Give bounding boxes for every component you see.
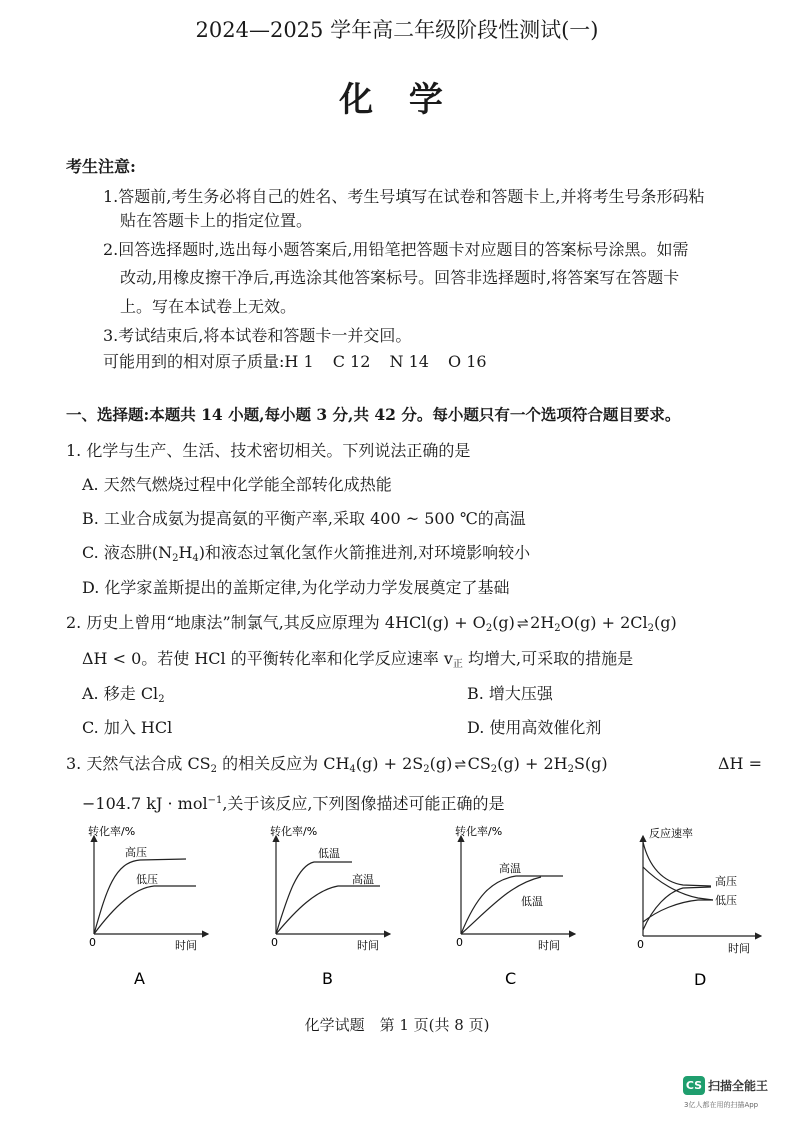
q2-option-a [82,684,165,710]
q3-text: S(g) [573,754,608,773]
notice-line: 上。写在本试卷上无效。 [120,297,297,316]
notice-line: 改动,用橡皮擦干净后,再选涂其他答案标号。回答非选择题时,将答案写在答题卡 [120,268,680,287]
q3-text: 3. 天然气法合成 CS [66,754,211,773]
graph-option-label: C [505,969,517,988]
curve-high-pressure-reverse [643,887,711,930]
q2-text: (g) [492,613,515,632]
q3-text: (g) [429,754,453,773]
scanner-name: 扫描全能王 [708,1079,769,1093]
q3-text: −104.7 kJ · mol [82,794,208,813]
subject-title: 化 学 [339,80,455,120]
curve-label: 高压 [715,875,737,888]
q2-sub: 2 [554,623,561,634]
q3-sup: −1 [207,795,223,806]
curve-label: 高温 [352,873,374,886]
origin-label: 0 [271,936,278,949]
equilibrium-arrow-icon: ⇌ [454,758,466,773]
q2-a-text: A. 移走 Cl [82,684,159,703]
q2-text: 2. 历史上曾用“地康法”制氯气,其反应原理为 4HCl(g) + O [66,613,486,632]
notice-line: 1.答题前,考生务必将自己的姓名、考生号填写在试卷和答题卡上,并将考生号条形码粘 [103,187,705,206]
q1-option-d: D. 化学家盖斯提出的盖斯定律,为化学动力学发展奠定了基础 [82,578,510,597]
q2-text: 均增大,可采取的措施是 [462,649,634,668]
equilibrium-arrow-icon: ⇌ [516,617,529,632]
graph-option-label: A [134,969,145,988]
curve-high-temp [461,876,563,934]
q2-option-c: C. 加入 HCl [82,718,173,737]
q3-text: CS [467,754,491,773]
q2-option-d: D. 使用高效催化剂 [467,718,602,737]
q2-text: O(g) + 2Cl [560,613,648,632]
q1-c-sub: 4 [192,553,199,564]
atomic-mass-h: H 1 [284,352,314,371]
graph-b [266,822,396,992]
x-axis-label: 时间 [175,939,197,952]
atomic-mass-n: N 14 [389,352,429,371]
q1-c-text: C. 液态肼(N [82,543,173,562]
atomic-mass-label: 可能用到的相对原子质量: [103,352,285,371]
q2-text: (g) [654,613,677,632]
curve-label: 低温 [318,847,340,860]
q3-stem [66,754,608,780]
q3-sub: 2 [490,764,498,775]
curve-high-pressure-forward [643,842,711,886]
q1-option-a: A. 天然气燃烧过程中化学能全部转化成热能 [82,475,392,494]
origin-label: 0 [456,936,463,949]
q1-option-c [82,543,530,569]
q2-sub: 2 [647,623,655,634]
exam-title: 2024—2025 学年高二年级阶段性测试(一) [195,18,599,42]
q3-sub: 4 [349,764,356,775]
q3-sub: 2 [423,764,430,775]
curve-label: 低压 [136,873,158,886]
q3-text: (g) + 2H [497,754,568,773]
q2-option-b: B. 增大压强 [467,684,553,703]
curve-low-temp [276,862,352,934]
origin-label: 0 [89,936,96,949]
y-axis-label: 转化率/% [270,825,318,838]
q2-sub: 2 [485,623,493,634]
origin-label: 0 [637,938,644,951]
q1-c-text: )和液态过氧化氢作火箭推进剂,对环境影响较小 [198,543,531,562]
q2-sub: 正 [452,659,463,670]
curve-label: 高温 [499,862,521,875]
q2-stem [66,613,677,639]
y-axis-label: 转化率/% [455,825,503,838]
atomic-mass-line [103,352,487,372]
q1-c-sub: 2 [172,553,179,564]
q3-text: (g) + 2S [355,754,424,773]
y-axis-label: 转化率/% [88,825,136,838]
atomic-mass-c: C 12 [332,352,371,371]
q2-text: 2H [530,613,555,632]
q3-text: 的相关反应为 CH [217,754,350,773]
q3-sub: 2 [567,764,574,775]
notice-heading: 考生注意: [66,157,136,176]
x-axis-label: 时间 [538,939,560,952]
graph-option-label: B [322,969,333,988]
q3-text: ,关于该反应,下列图像描述可能正确的是 [222,794,505,813]
x-axis-label: 时间 [728,942,750,955]
notice-line: 2.回答选择题时,选出每小题答案后,用铅笔把答题卡对应题目的答案标号涂黑。如需 [103,240,689,259]
q2-stem-line2 [82,649,633,675]
notice-line: 贴在答题卡上的指定位置。 [120,211,313,230]
atomic-mass-o: O 16 [448,352,487,371]
curve-high-pressure [94,859,186,934]
q1-option-b: B. 工业合成氨为提高氨的平衡产率,采取 400 ~ 500 ℃的高温 [82,509,526,528]
curve-label: 高压 [125,846,147,859]
q3-stem-line2 [82,791,505,814]
x-axis-label: 时间 [357,939,379,952]
q2-a-sub: 2 [158,694,165,705]
q1-stem: 1. 化学与生产、生活、技术密切相关。下列说法正确的是 [66,441,471,460]
q3-sub: 2 [210,764,218,775]
curve-high-temp [276,886,380,934]
graph-option-label: D [694,970,707,989]
q3-delta-h: ΔH = [718,754,762,773]
page-footer: 化学试题 第 1 页(共 8 页) [304,1016,490,1034]
curve-label: 低温 [521,895,543,908]
scanner-logo-icon: CS [683,1076,705,1095]
y-axis-label: 反应速率 [649,827,693,840]
notice-line: 3.考试结束后,将本试卷和答题卡一并交回。 [103,326,412,345]
graph-d [633,822,768,992]
curve-low-pressure [94,886,196,934]
graph-a [84,822,214,992]
curve-label: 低压 [715,894,737,907]
graph-c [451,822,581,992]
scanner-tagline: 3亿人都在用的扫描App [684,1101,759,1109]
section-title: 一、选择题:本题共 14 小题,每小题 3 分,共 42 分。每小题只有一个选项符合题目要求。 [66,405,681,424]
q1-c-text: H [178,543,193,562]
q2-text: ΔH < 0。若使 HCl 的平衡转化率和化学反应速率 v [82,649,453,668]
